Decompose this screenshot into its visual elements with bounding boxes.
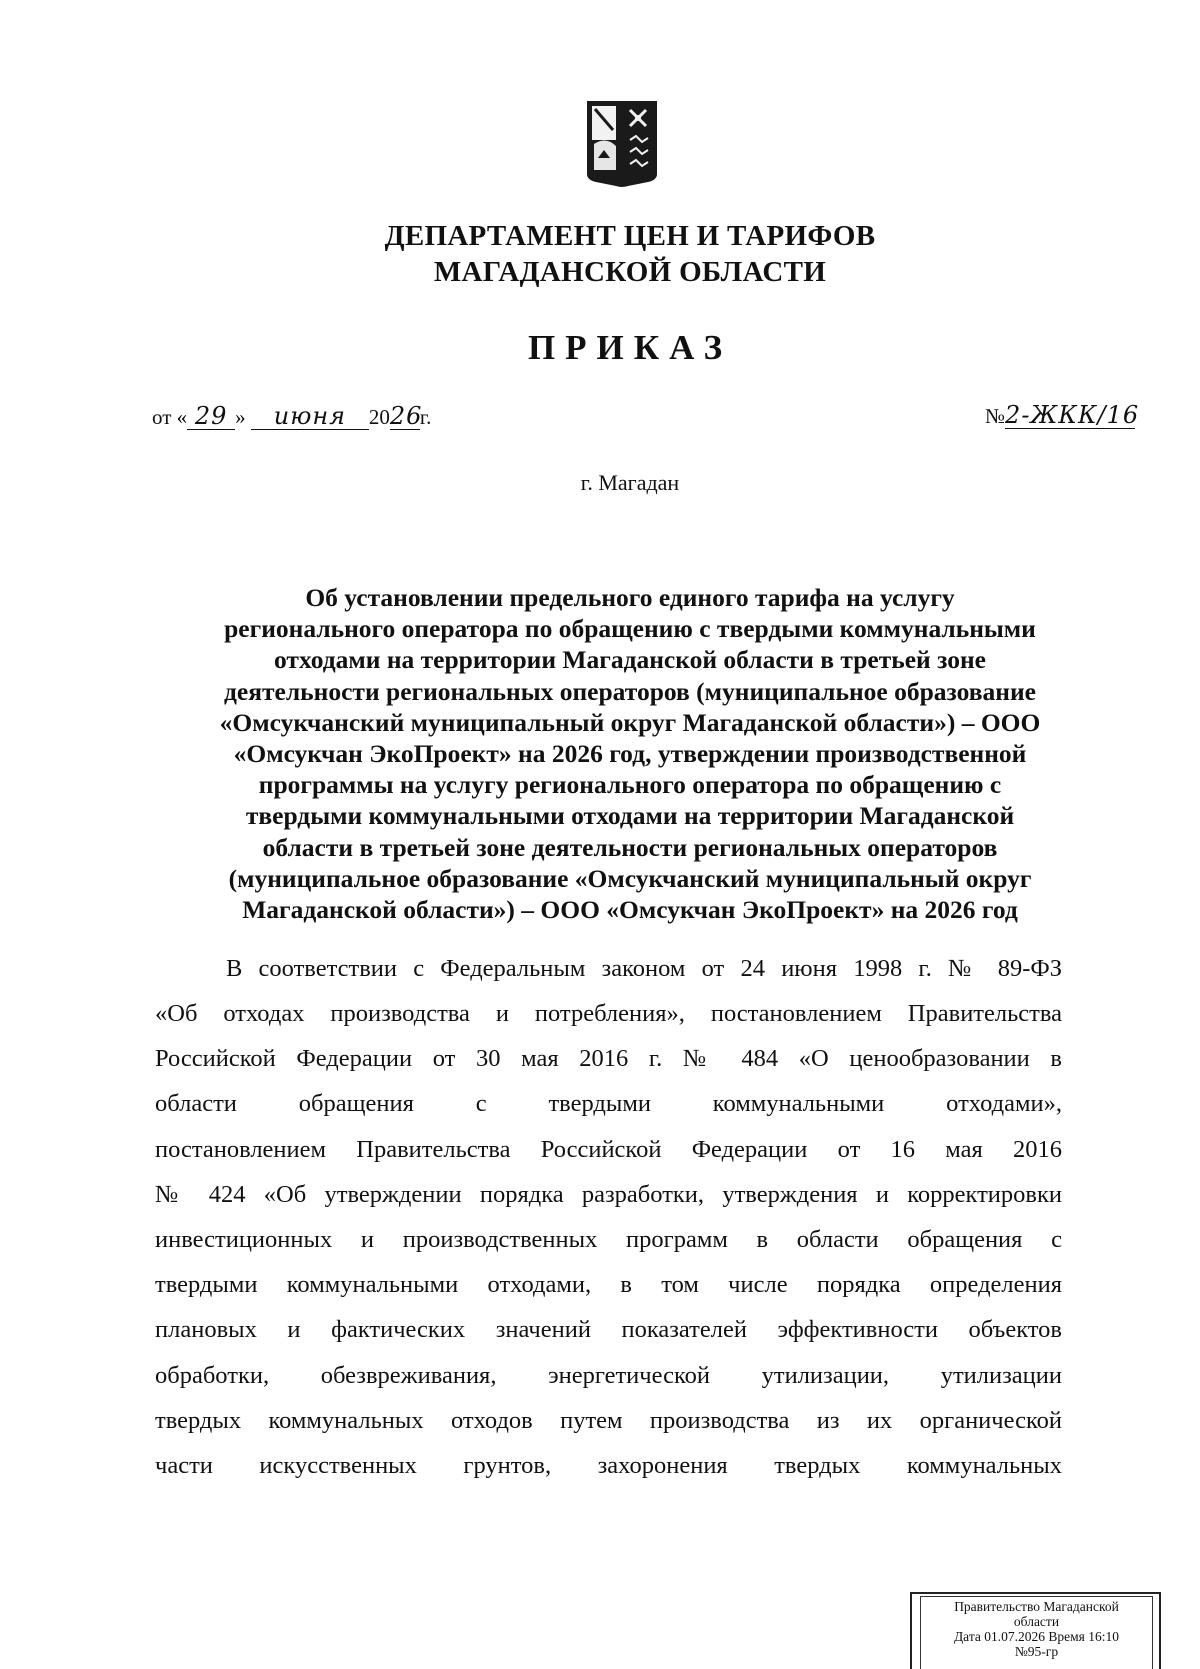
subject-line: программы на услугу регионального оператора по обращению с: [258, 770, 1002, 800]
subject-line: «Омсукчан ЭкоПроект» на 2026 год, утверждении производственной: [233, 739, 1027, 769]
body-line: инвестиционных и производственных программ в области обращения с: [155, 1226, 1062, 1253]
date-quote-close: »: [235, 405, 246, 429]
subject-line: отходами на территории Магаданской области в третьей зоне: [274, 645, 986, 675]
stamp-line: №95-гр: [1014, 1644, 1059, 1659]
number-prefix: №: [985, 404, 1006, 428]
body-line: обработки, обезвреживания, энергетической утилизации, утилизации: [155, 1362, 1062, 1389]
subject-line: области в третьей зоне деятельности региональных операторов: [262, 832, 998, 862]
subject-line: деятельности региональных операторов (муниципальное образование: [224, 676, 1036, 706]
registration-stamp: [910, 1592, 1161, 1669]
body-line: № 424 «Об утверждении порядка разработки, утверждения и корректировки: [155, 1181, 1062, 1208]
body-line: В соответствии с Федеральным законом от 24 июня 1998 г. № 89-ФЗ: [226, 955, 1062, 982]
number-value-handwritten: 2-ЖКК/16: [1005, 401, 1140, 429]
date-year-prefix: 20: [368, 405, 390, 429]
body-line: твердых коммунальных отходов путем производства из их органической: [155, 1407, 1062, 1434]
order-subject-title: [165, 582, 1095, 925]
stamp-line: Правительство Магаданской: [954, 1599, 1119, 1614]
body-line: плановых и фактических значений показателей эффективности объектов: [155, 1316, 1062, 1343]
subject-line: «Омсукчанский муниципальный округ Магаданской области») – ООО: [219, 707, 1041, 737]
subject-line: Об установлении предельного единого тарифа на услугу: [305, 583, 955, 612]
stamp-line: области: [1013, 1614, 1060, 1629]
body-line: «Об отходах производства и потребления», постановлением Правительства: [155, 1000, 1062, 1027]
body-line: твердыми коммунальными отходами, в том числе порядка определения: [155, 1271, 1062, 1298]
date-month-handwritten: июня: [251, 403, 369, 430]
city-of-issue: г. Магадан: [580, 470, 680, 495]
subject-line: твердыми коммунальными отходами на территории Магаданской: [245, 801, 1015, 831]
document-type-title: ПРИКАЗ: [527, 328, 733, 367]
body-line: области обращения с твердыми коммунальными отходами»,: [155, 1090, 1062, 1117]
date-day-handwritten: 29: [187, 403, 235, 430]
date-suffix: г.: [419, 405, 432, 429]
stamp-line: Дата 01.07.2026 Время 16:10: [953, 1629, 1120, 1644]
body-line: Российской Федерации от 30 мая 2016 г. № 484 «О ценообразовании в: [155, 1045, 1062, 1072]
date-prefix: от «: [152, 405, 188, 429]
body-line: постановлением Правительства Российской Федерации от 16 мая 2016: [155, 1136, 1062, 1163]
order-number: [985, 401, 1140, 429]
subject-line: регионального оператора по обращению с твердыми коммунальными: [224, 614, 1036, 644]
body-line: части искусственных грунтов, захоронения твердых коммунальных: [155, 1452, 1062, 1479]
order-date: [152, 403, 431, 430]
department-name-line2: МАГАДАНСКОЙ ОБЛАСТИ: [433, 256, 827, 288]
subject-line: Магаданской области») – ООО «Омсукчан ЭкоПроект» на 2026 год: [242, 895, 1018, 925]
date-year-handwritten: 26: [389, 402, 423, 430]
department-name-line1: ДЕПАРТАМЕНТ ЦЕН И ТАРИФОВ: [384, 220, 876, 252]
coat-of-arms-emblem: [586, 100, 658, 188]
subject-line: (муниципальное образование «Омсукчанский муниципальный округ: [228, 863, 1032, 893]
